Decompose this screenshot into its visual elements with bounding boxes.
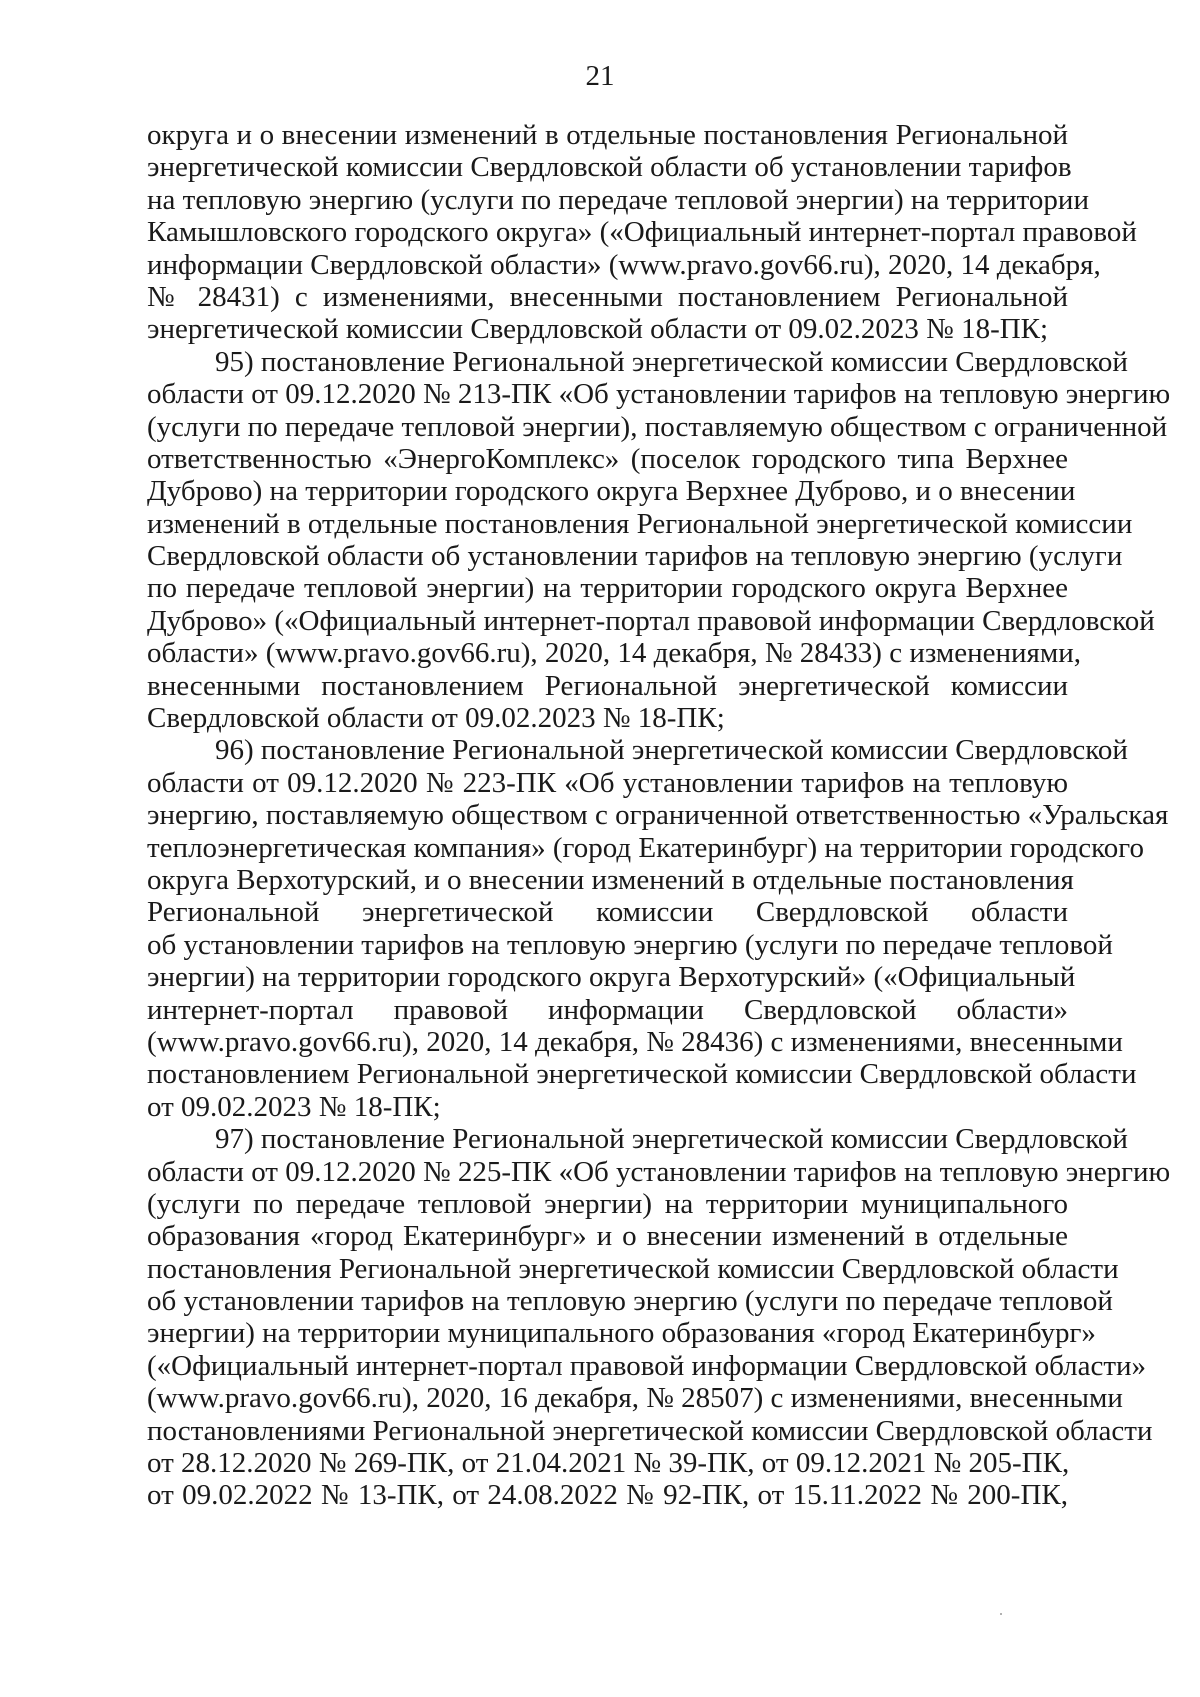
text-line: ответственностью «ЭнергоКомплекс» (поселок городского типа Верхнее: [147, 442, 1068, 475]
text-line: Камышловского городского округа» («Официальный интернет-портал правовой: [147, 216, 1137, 249]
text-line: от 09.02.2022 № 13-ПК, от 24.08.2022 № 92-ПК, от 15.11.2022 № 200-ПК,: [147, 1479, 1068, 1512]
text-line: от 09.02.2023 № 18-ПК;: [147, 1090, 441, 1123]
paragraph-start-line: 95) постановление Региональной энергетической комиссии Свердловской: [215, 345, 1128, 378]
text-line: области от 09.12.2020 № 223-ПК «Об установлении тарифов на тепловую: [147, 766, 1068, 799]
text-line: энергетической комиссии Свердловской области от 09.02.2023 № 18-ПК;: [147, 313, 1049, 346]
paragraph-start-line: 97) постановление Региональной энергетической комиссии Свердловской: [215, 1123, 1128, 1156]
text-line: № 28431) с изменениями, внесенными постановлением Региональной: [147, 280, 1068, 313]
text-line: Региональной энергетической комиссии Свердловской области: [147, 896, 1068, 929]
paragraph-start-line: 96) постановление Региональной энергетической комиссии Свердловской: [215, 734, 1128, 767]
text-line: на тепловую энергию (услуги по передаче тепловой энергии) на территории: [147, 183, 1089, 216]
text-line: энергию, поставляемую обществом с ограниченной ответственностью «Уральская: [147, 799, 1169, 832]
text-line: (услуги по передаче тепловой энергии), поставляемую обществом с ограниченной: [147, 410, 1168, 443]
text-line: постановления Региональной энергетической комиссии Свердловской области: [147, 1252, 1119, 1285]
text-line: (www.pravo.gov66.ru), 2020, 16 декабря, № 28507) с изменениями, внесенными: [147, 1382, 1123, 1415]
text-line: Дуброво) на территории городского округа Верхнее Дуброво, и о внесении: [147, 475, 1076, 508]
text-line: («Официальный интернет-портал правовой информации Свердловской области»: [147, 1349, 1147, 1382]
text-line: области от 09.12.2020 № 213-ПК «Об установлении тарифов на тепловую энергию: [147, 378, 1171, 411]
page-number: 21: [585, 60, 615, 92]
text-line: Свердловской области об установлении тарифов на тепловую энергию (услуги: [147, 540, 1123, 573]
text-line: округа Верхотурский, и о внесении изменений в отдельные постановления: [147, 863, 1074, 896]
text-line: (www.pravo.gov66.ru), 2020, 14 декабря, № 28436) с изменениями, внесенными: [147, 1025, 1123, 1058]
text-line: внесенными постановлением Региональной энергетической комиссии: [147, 669, 1068, 702]
text-line: Дуброво» («Официальный интернет-портал правовой информации Свердловской: [147, 604, 1155, 637]
text-line: об установлении тарифов на тепловую энергию (услуги по передаче тепловой: [147, 1285, 1113, 1318]
text-line: информации Свердловской области» (www.pravo.gov66.ru), 2020, 14 декабря,: [147, 248, 1101, 281]
text-line: изменений в отдельные постановления Региональной энергетической комиссии: [147, 507, 1133, 540]
text-line: области от 09.12.2020 № 225-ПК «Об установлении тарифов на тепловую энергию: [147, 1155, 1171, 1188]
text-line: энергии) на территории муниципального образования «город Екатеринбург»: [147, 1317, 1096, 1350]
text-line: об установлении тарифов на тепловую энергию (услуги по передаче тепловой: [147, 928, 1113, 961]
text-line: энергетической комиссии Свердловской области об установлении тарифов: [147, 151, 1072, 184]
text-line: теплоэнергетическая компания» (город Екатеринбург) на территории городского: [147, 831, 1144, 864]
text-line: образования «город Екатеринбург» и о внесении изменений в отдельные: [147, 1220, 1068, 1253]
document-body: [147, 119, 1171, 1512]
text-line: Свердловской области от 09.02.2023 № 18-ПК;: [147, 702, 725, 735]
text-line: от 28.12.2020 № 269-ПК, от 21.04.2021 № 39-ПК, от 09.12.2021 № 205-ПК,: [147, 1447, 1070, 1480]
scan-artifact-dot: [1000, 1613, 1002, 1615]
text-line: энергии) на территории городского округа Верхотурский» («Официальный: [147, 961, 1076, 994]
text-line: (услуги по передаче тепловой энергии) на территории муниципального: [147, 1187, 1068, 1220]
text-line: по передаче тепловой энергии) на территории городского округа Верхнее: [147, 572, 1068, 605]
text-line: округа и о внесении изменений в отдельные постановления Региональной: [147, 119, 1068, 151]
text-line: постановлениями Региональной энергетической комиссии Свердловской области: [147, 1414, 1153, 1447]
text-line: постановлением Региональной энергетической комиссии Свердловской области: [147, 1058, 1137, 1091]
text-line: области» (www.pravo.gov66.ru), 2020, 14 декабря, № 28433) с изменениями,: [147, 637, 1082, 670]
text-line: интернет-портал правовой информации Свердловской области»: [147, 993, 1068, 1026]
